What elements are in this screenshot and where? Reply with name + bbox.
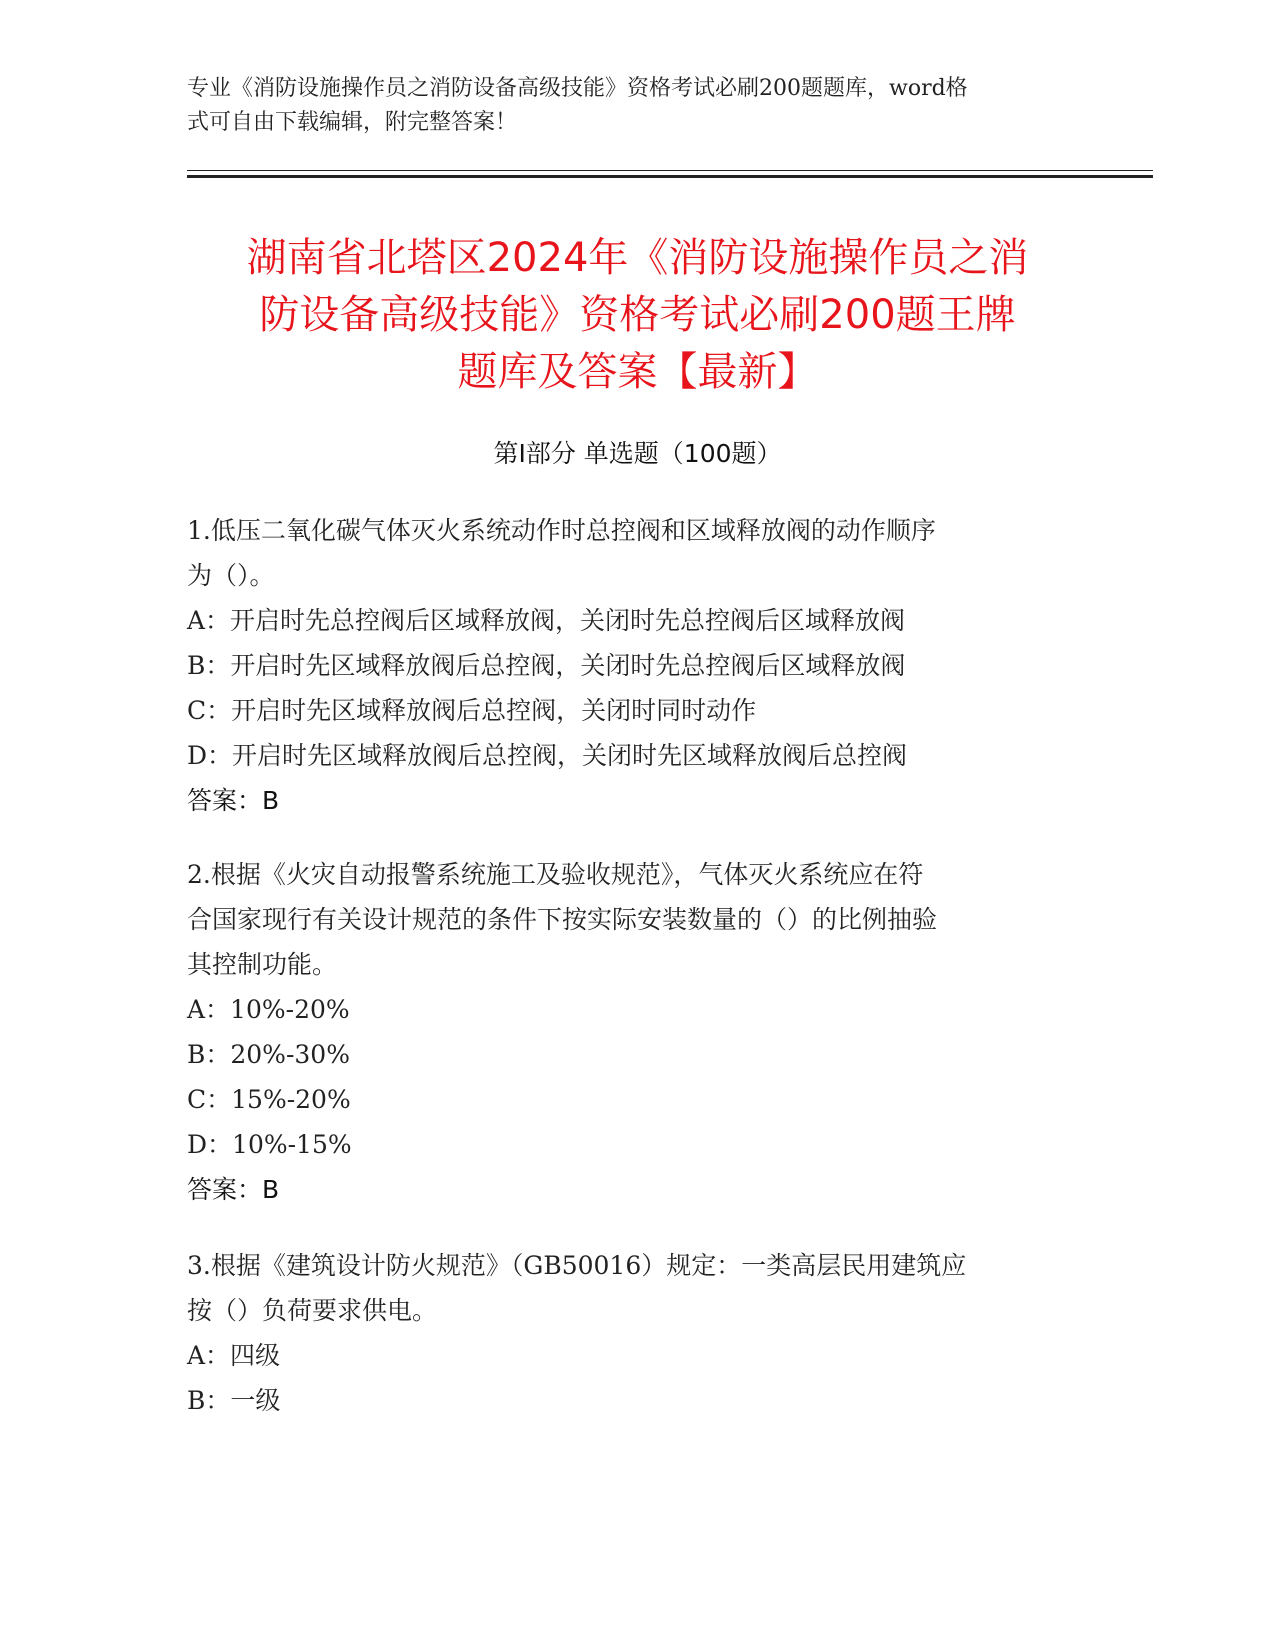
option-c: C：15%-20% <box>187 1085 351 1114</box>
title-line: 题库及答案【最新】 <box>457 349 818 395</box>
question-stem: 1.低压二氧化碳气体灭火系统动作时总控阀和区域释放阀的动作顺序 <box>187 516 936 545</box>
question-stem: 按（）负荷要求供电。 <box>187 1296 438 1325</box>
title-line: 防设备高级技能》资格考试必刷200题王牌 <box>259 292 1016 338</box>
header-divider-thin <box>187 170 1153 171</box>
option-c: C：开启时先区域释放阀后总控阀，关闭时同时动作 <box>187 696 757 725</box>
answer: 答案：B <box>187 786 280 815</box>
document-title <box>150 230 1125 401</box>
header-note <box>187 72 1087 140</box>
option-d: D：10%-15% <box>187 1130 352 1159</box>
option-a: A：四级 <box>187 1341 281 1370</box>
question-2 <box>187 852 1087 1212</box>
question-stem: 合国家现行有关设计规范的条件下按实际安装数量的（）的比例抽验 <box>187 905 938 934</box>
header-note-line: 专业《消防设施操作员之消防设备高级技能》资格考试必刷200题题库，word格 <box>187 76 968 101</box>
question-stem: 其控制功能。 <box>187 950 338 979</box>
question-3 <box>187 1243 1087 1423</box>
section-heading: 第Ⅰ部分 单选题（100题） <box>493 439 782 468</box>
option-a: A：开启时先总控阀后区域释放阀，关闭时先总控阀后区域释放阀 <box>187 606 906 635</box>
question-1 <box>187 508 1087 823</box>
question-stem: 2.根据《火灾自动报警系统施工及验收规范》，气体灭火系统应在符 <box>187 860 924 889</box>
question-stem: 为（）。 <box>187 561 275 590</box>
question-stem: 3.根据《建筑设计防火规范》（GB50016）规定：一类高层民用建筑应 <box>187 1251 967 1280</box>
option-b: B：一级 <box>187 1386 281 1415</box>
option-a: A：10%-20% <box>187 995 350 1024</box>
title-line: 湖南省北塔区2024年《消防设施操作员之消 <box>246 235 1029 281</box>
option-d: D：开启时先区域释放阀后总控阀，关闭时先区域释放阀后总控阀 <box>187 741 908 770</box>
option-b: B：20%-30% <box>187 1040 350 1069</box>
option-b: B：开启时先区域释放阀后总控阀，关闭时先总控阀后区域释放阀 <box>187 651 906 680</box>
header-note-line: 式可自由下载编辑，附完整答案！ <box>187 110 518 135</box>
answer: 答案：B <box>187 1175 280 1204</box>
header-divider-thick <box>187 175 1153 178</box>
